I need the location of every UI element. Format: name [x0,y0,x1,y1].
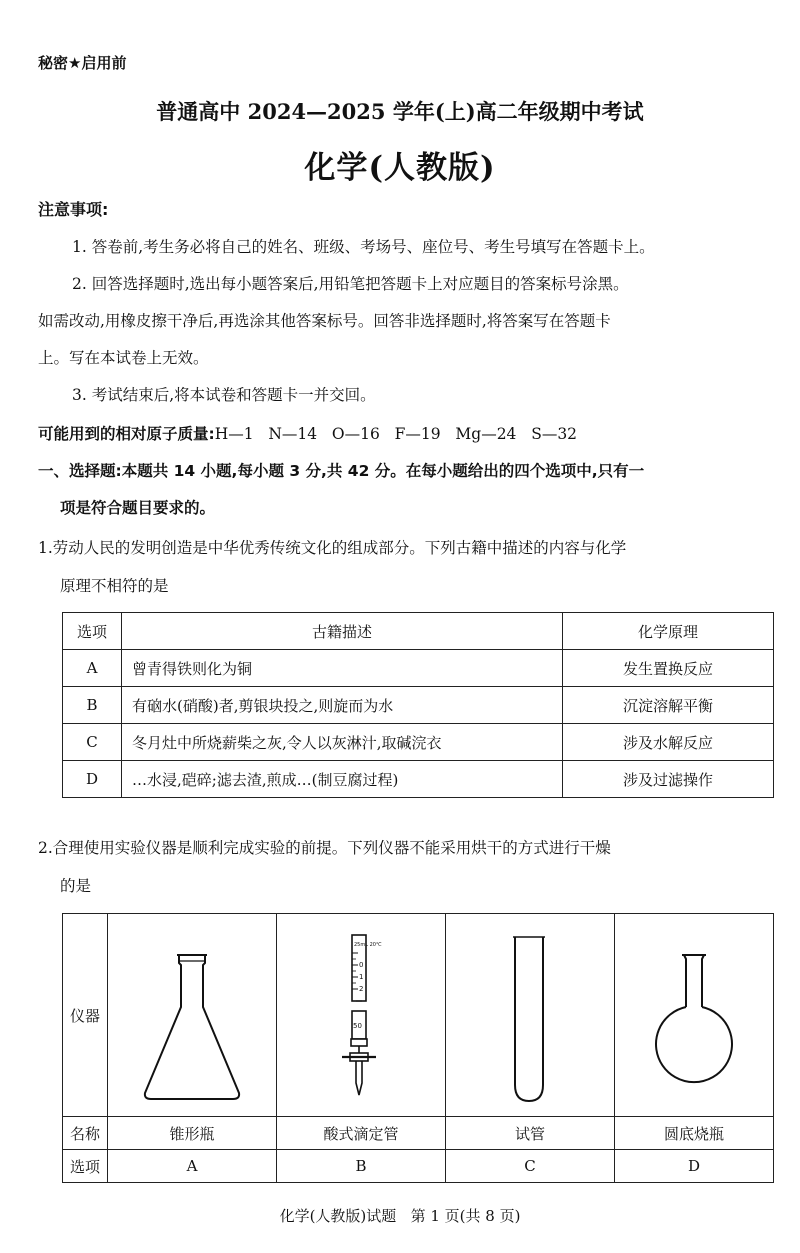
atomic-mass-label: 可能用到的相对原子质量: [38,425,215,443]
confidential-label: 秘密★启用前 [38,54,127,72]
row-description: 曾青得铁则化为铜 [122,650,563,687]
notice-item-2-line-2: 如需改动,用橡皮擦干净后,再选涂其他答案标号。回答非选择题时,将答案写在答题卡 [38,312,611,330]
burette-top-label: 25mL 20℃ [354,942,382,948]
instrument-option: A [108,1150,277,1183]
atomic-mass-line [38,424,577,444]
instrument-cell-a [108,914,277,1117]
header-principle: 化学原理 [563,613,774,650]
instrument-cell-c [446,914,615,1117]
burette-mark-50: 50 [353,1022,362,1030]
table-row [63,687,774,724]
exam-title: 普通高中 2024—2025 学年(上)高二年级期中考试 [156,99,644,124]
question-1-line-2: 原理不相符的是 [60,577,169,595]
question-1-line-1: 1.劳动人民的发明创造是中华优秀传统文化的组成部分。下列古籍中描述的内容与化学 [38,539,627,557]
row-principle: 发生置换反应 [563,650,774,687]
atomic-mass-values: H—1 N—14 O—16 F—19 Mg—24 S—32 [214,425,578,443]
page-footer: 化学(人教版)试题 第 1 页(共 8 页) [279,1207,521,1225]
question-1-table [62,612,774,798]
table-row [63,650,774,687]
row-principle: 涉及水解反应 [563,724,774,761]
row-label-instrument: 仪器 [63,914,108,1117]
instrument-name: 试管 [446,1117,615,1150]
header-option: 选项 [63,613,122,650]
row-option: D [63,761,122,798]
section-1-line-2: 项是符合题目要求的。 [60,499,216,517]
header-description: 古籍描述 [122,613,563,650]
acid-burette-icon [278,915,444,1115]
name-row [63,1117,774,1150]
question-2-table [62,913,774,1183]
notice-heading: 注意事项: [38,200,109,219]
question-2-line-1: 2.合理使用实验仪器是顺利完成实验的前提。下列仪器不能采用烘干的方式进行干燥 [38,839,611,857]
instrument-cell-b [277,914,446,1117]
row-description: 有硇水(硝酸)者,剪银块投之,则旋而为水 [122,687,563,724]
row-description: 冬月灶中所烧薪柴之灰,令人以灰淋汁,取碱浣衣 [122,724,563,761]
instrument-cell-d [615,914,774,1117]
question-2-line-2: 的是 [60,877,92,895]
notice-item-3: 3. 考试结束后,将本试卷和答题卡一并交回。 [72,386,376,404]
instrument-name: 圆底烧瓶 [615,1117,774,1150]
conical-flask-icon [109,915,275,1115]
test-tube-icon [447,915,613,1115]
row-label-name: 名称 [63,1117,108,1150]
instrument-option: C [446,1150,615,1183]
row-option: A [63,650,122,687]
table-row [63,761,774,798]
section-1-line-1: 一、选择题:本题共 14 小题,每小题 3 分,共 42 分。在每小题给出的四个选项中,只有一 [38,462,645,480]
burette-mark-0: 0 [359,961,364,969]
row-option: C [63,724,122,761]
notice-item-1: 1. 答卷前,考生务必将自己的姓名、班级、考场号、座位号、考生号填写在答题卡上。 [72,238,655,256]
row-label-option: 选项 [63,1150,108,1183]
notice-item-2-line-3: 上。写在本试卷上无效。 [38,349,209,367]
instrument-name: 锥形瓶 [108,1117,277,1150]
subject-title: 化学(人教版) [304,150,496,186]
instrument-option: D [615,1150,774,1183]
option-row [63,1150,774,1183]
table-header-row [63,613,774,650]
row-option: B [63,687,122,724]
instrument-row [63,914,774,1117]
row-description: …水浸,硙碎;滤去渣,煎成…(制豆腐过程) [122,761,563,798]
row-principle: 涉及过滤操作 [563,761,774,798]
table-row [63,724,774,761]
row-principle: 沉淀溶解平衡 [563,687,774,724]
burette-mark-2: 2 [359,985,364,993]
round-bottom-flask-icon [616,915,772,1115]
burette-mark-1: 1 [359,973,364,981]
notice-item-2-line-1: 2. 回答选择题时,选出每小题答案后,用铅笔把答题卡上对应题目的答案标号涂黑。 [72,275,629,293]
instrument-option: B [277,1150,446,1183]
instrument-name: 酸式滴定管 [277,1117,446,1150]
